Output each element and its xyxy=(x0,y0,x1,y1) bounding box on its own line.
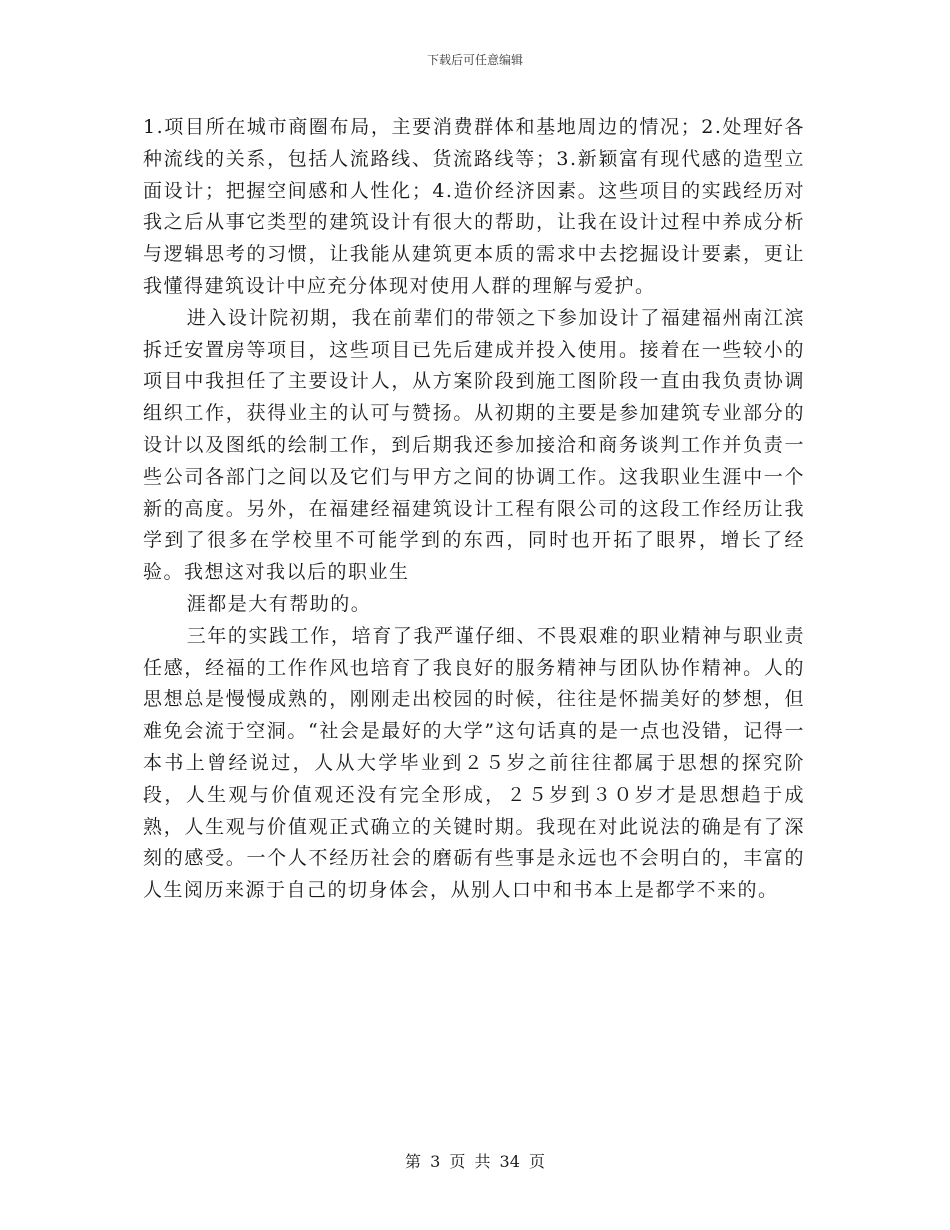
page-header: 下载后可任意编辑 xyxy=(426,53,523,67)
page-footer: 第 3 页 共 34 页 xyxy=(405,1152,545,1171)
paragraph-3: 涯都是大有帮助的。 xyxy=(186,592,372,615)
paragraph-2: 进入设计院初期，我在前辈们的带领之下参加设计了福建福州南江滨拆迁安置房等项目，这些项目已先后建成并投入使用。接着在一些较小的项目中我担任了主要设计人，从方案阶段到施工图阶段一直由我负责协调组织工作，获得业主的认可与赞扬。从初期的主要是参加建筑专业部分的设计以及图纸的绘制工作，到后期我还参加接洽和商务谈判工作并负责一些公司各部门之间以及它们与甲方之间的协调工作。这我职业生涯中一个新的高度。另外，在福建经福建筑设计工程有限公司的这段工作经历让我学到了很多在学校里不可能学到的东西，同时也开拓了眼界，增长了经验。我想这对我以后的职业生 xyxy=(143,306,805,584)
document-body xyxy=(143,112,805,907)
paragraph-4: 三年的实践工作，培育了我严谨仔细、不畏艰难的职业精神与职业责任感，经福的工作作风也培育了我良好的服务精神与团队协作精神。人的思想总是慢慢成熟的，刚刚走出校园的时候，往往是怀揣美好的梦想，但难免会流于空洞。“社会是最好的大学”这句话真的是一点也没错，记得一本书上曾经说过，人从大学毕业到２５岁之前往往都属于思想的探究阶段，人生观与价值观还没有完全形成，２５岁到３０岁才是思想趋于成熟，人生观与价值观正式确立的关键时期。我现在对此说法的确是有了深刻的感受。一个人不经历社会的磨砺有些事是永远也不会明白的，丰富的人生阅历来源于自己的切身体会，从别人口中和书本上是都学不来的。 xyxy=(143,624,805,902)
paragraph-1: 1.项目所在城市商圈布局，主要消费群体和基地周边的情况；2.处理好各种流线的关系，包括人流路线、货流路线等；3.新颖富有现代感的造型立面设计；把握空间感和人性化；4.造价经济因素。这些项目的实践经历对我之后从事它类型的建筑设计有很大的帮助，让我在设计过程中养成分析与逻辑思考的习惯，让我能从建筑更本质的需求中去挖掘设计要素，更让我懂得建筑设计中应充分体现对使用人群的理解与爱护。 xyxy=(143,116,805,297)
